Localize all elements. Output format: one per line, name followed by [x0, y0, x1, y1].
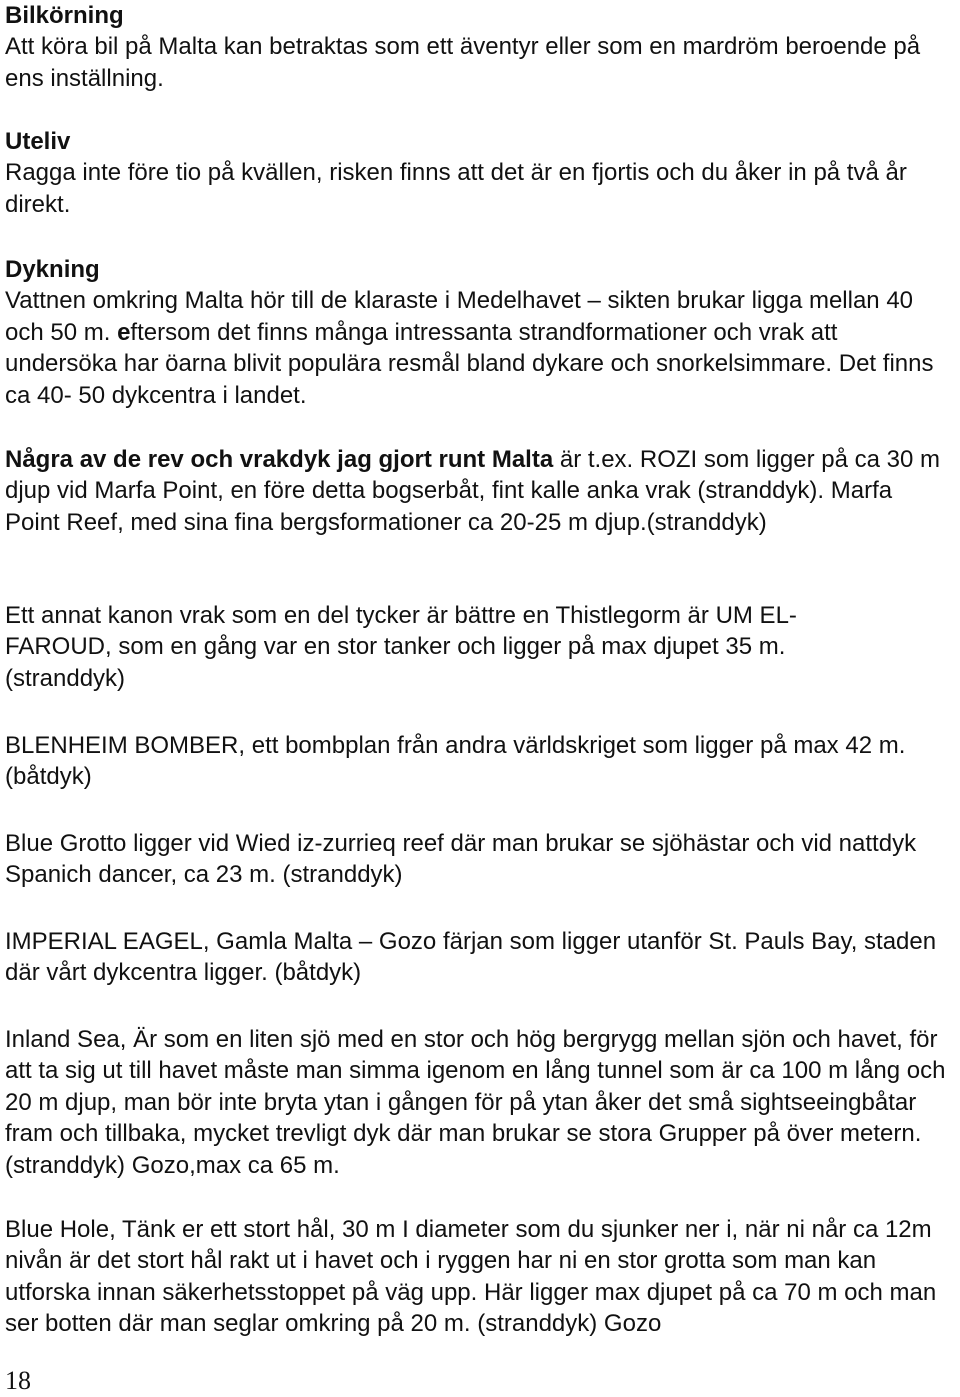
section-imperial-eagel	[5, 926, 950, 989]
section-blenheim	[5, 730, 950, 793]
section-bilkorning	[5, 0, 950, 94]
section-um-el-faroud	[5, 600, 895, 694]
heading-dykning: Dykning	[5, 256, 100, 283]
section-rev	[5, 444, 950, 538]
heading-bilkorning: Bilkörning	[5, 2, 124, 29]
text-dykning-part1: Vattnen omkring Malta hör till de klaraste i Medelhavet – sikten brukar ligga mellan 40 och 50 m.	[5, 287, 914, 346]
section-inland-sea	[5, 1024, 950, 1181]
text-dykning-part2: ftersom det finns många intressanta strandformationer och vrak att undersöka har öarna blivit populära resmål bland dykare och snorkelsimmare. Det finns ca 40- 50 dykcentra i landet.	[5, 318, 934, 409]
text-uteliv: Ragga inte före tio på kvällen, risken finns att det är en fjortis och du åker in på två år direkt.	[5, 159, 907, 218]
text-bilkorning: Att köra bil på Malta kan betraktas som ett äventyr eller som en mardröm beroende på ens inställning.	[5, 33, 921, 92]
text-rev-intro: Några av de rev och vrakdyk jag gjort runt Malta	[5, 446, 554, 473]
text-blue-hole: Blue Hole, Tänk er ett stort hål, 30 m I diameter som du sjunker ner i, när ni når ca 12m nivån är det stort hål rakt ut i havet och i ryggen har ni en stor grotta som man kan utforska innan säkerhetsstoppet på väg upp. Här ligger max djupet på ca 70 m och man ser botten där man seglar omkring på 20 m. (stranddyk) Gozo	[5, 1216, 937, 1338]
text-um-el-faroud: Ett annat kanon vrak som en del tycker är bättre en Thistlegorm är UM EL-FAROUD, som en gång var en stor tanker och ligger på max djupet 35 m. (stranddyk)	[5, 602, 797, 692]
text-imperial-eagel: IMPERIAL EAGEL, Gamla Malta – Gozo färjan som ligger utanför St. Pauls Bay, staden där vårt dykcentra ligger. (båtdyk)	[5, 928, 937, 987]
text-inland-sea: Inland Sea, Är som en liten sjö med en stor och hög bergrygg mellan sjön och havet, för att ta sig ut till havet måste man simma igenom en lång tunnel som är ca 100 m lång och 20 m djup, man bör inte bryta ytan i gången för på ytan åker det små sightseeingbåtar fram och tillbaka, mycket trevligt dyk där man brukar se stora Grupper på över metern. (stranddyk) Gozo,max ca 65 m.	[5, 1026, 946, 1179]
section-uteliv	[5, 126, 950, 220]
heading-uteliv: Uteliv	[5, 128, 71, 155]
section-blue-hole	[5, 1214, 950, 1340]
section-blue-grotto	[5, 828, 950, 891]
section-dykning	[5, 254, 950, 411]
text-rev: är t.ex. ROZI som ligger på ca 30 m djup vid Marfa Point, en före detta bogserbåt, fint kalle anka vrak (stranddyk). Marfa Point Reef, med sina fina bergsformationer ca 20-25 m djup.(stranddyk)	[5, 446, 940, 536]
text-dykning-bold-letter: e	[117, 318, 131, 346]
text-blenheim: BLENHEIM BOMBER, ett bombplan från andra världskriget som ligger på max 42 m. (båtdyk)	[5, 732, 906, 791]
text-blue-grotto: Blue Grotto ligger vid Wied iz-zurrieq reef där man brukar se sjöhästar och vid nattdyk Spanich dancer, ca 23 m. (stranddyk)	[5, 830, 917, 889]
page-number: 18	[5, 1366, 31, 1395]
text-dykning	[5, 285, 950, 411]
